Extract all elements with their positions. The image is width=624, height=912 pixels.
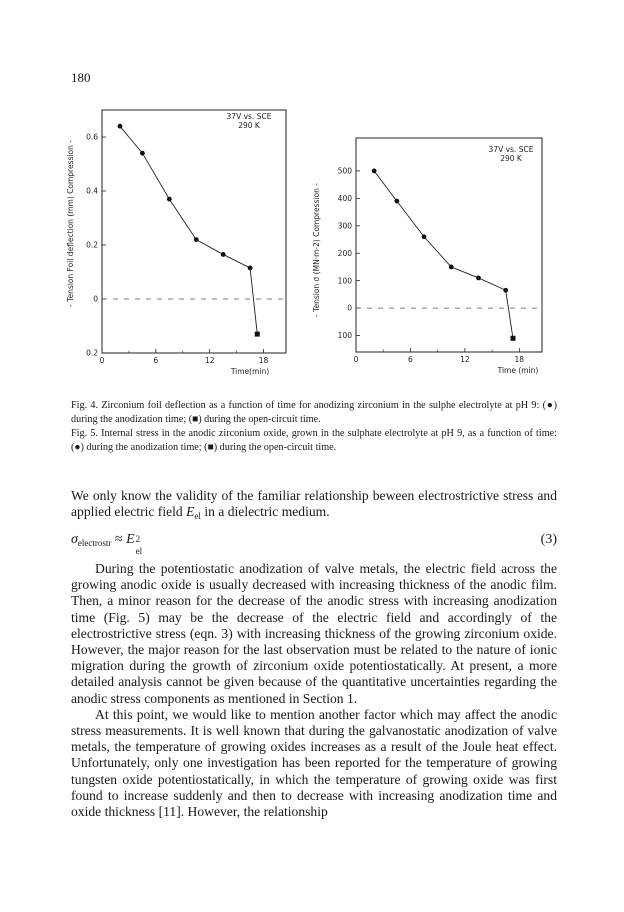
y-tick-label: 0 <box>93 294 98 304</box>
figure-4-chart <box>64 104 300 384</box>
paragraph-1: During the potentiostatic anodization of valve metals, the electric field across the growing anodic oxide is usually decreased with increasing thickness of the anodic film. Then, a minor reason for the decrease of the anodic stress with increasing anodization time (Fig. 5) may be the decrease of the electric field and accordingly of the electrostrictive stress (eqn. 3) with increasing thickness of the growing zirconium oxide. However, the major reason for the last observation must be related to the nature of ionic migration during the growth of zirconium oxide potentiostatically. At present, a more detailed analysis cannot be given because of the quantitative uncertainties regarding the anodic stress components as mentioned in Section 1. <box>71 561 557 706</box>
x-tick-label: 18 <box>514 355 525 364</box>
data-point-open-circuit <box>510 336 515 341</box>
data-point-anodization <box>476 276 481 281</box>
y-tick-label: 100 <box>337 276 352 286</box>
y-tick-label: 300 <box>337 221 352 231</box>
data-point-anodization <box>194 237 199 242</box>
x-tick-label: 6 <box>153 356 159 365</box>
intro-text-after: in a dielectric medium. <box>200 504 330 520</box>
x-axis-label: Time(min) <box>230 367 270 376</box>
data-point-anodization <box>221 252 226 257</box>
data-point-anodization <box>140 151 145 156</box>
x-tick-label: 12 <box>204 356 215 365</box>
page-number: 180 <box>71 70 91 85</box>
x-tick-label: 18 <box>258 356 269 365</box>
condition-annotation: 37V vs. SCE <box>226 112 272 121</box>
y-axis-label: - Tension σ (MN·m-2) Compression - <box>312 183 321 317</box>
condition-annotation: 37V vs. SCE <box>488 145 534 154</box>
series-line-open-circuit <box>506 290 513 338</box>
figure-4-caption: Fig. 4. Zirconium foil deflection as a function of time for anodizing zirconium in the sulphe electrolyte at pH 9: (●) during the anodization time; (■) during the open-circuit time. <box>71 400 557 425</box>
x-axis-label: Time (min) <box>497 366 539 375</box>
equation-e-superscript: 2 <box>135 534 141 544</box>
series-line-anodization <box>120 126 250 268</box>
data-point-anodization <box>422 234 427 239</box>
y-tick-label: 200 <box>337 248 352 258</box>
data-point-anodization <box>449 265 454 270</box>
y-tick-label: 0 <box>347 303 352 313</box>
x-tick-label: 0 <box>353 355 359 364</box>
data-point-anodization <box>394 199 399 204</box>
paragraph-2: At this point, we would like to mention another factor which may affect the anodic stress measurements. It is well known that during the galvanostatic anodization of valve metals, the temperature of growing oxides increases as a result of the Joule heat effect. Unfortunately, only one investigation has been reported for the temperature of growing tungsten oxide potentiostatically, in which the temperature of growing oxide was first found to increase suddenly and then to decrease with increasing anodization time and oxide thickness [11]. However, the relationship <box>71 706 557 820</box>
plot-frame <box>356 138 542 352</box>
intro-variable: E <box>186 504 195 520</box>
x-tick-label: 12 <box>460 355 470 364</box>
data-point-anodization <box>372 169 377 174</box>
equation-number: (3) <box>540 532 557 547</box>
equation-3 <box>71 532 557 556</box>
x-tick-label: 0 <box>99 356 105 365</box>
y-tick-label: 0.2 <box>86 348 98 358</box>
condition-annotation: 290 K <box>238 121 260 130</box>
y-tick-label: 0.6 <box>86 132 98 142</box>
y-tick-label: 100 <box>337 331 352 341</box>
equation-e-subscript: el <box>135 546 143 556</box>
equation-sigma: σ <box>71 532 78 547</box>
figure-5-caption: Fig. 5. Internal stress in the anodic zirconium oxide, grown in the sulphate electrolyte at pH 9, as a function of time: (●) during the anodization time; (■) during the open-circuit time. <box>71 428 557 453</box>
condition-annotation: 290 K <box>500 154 522 163</box>
series-line-open-circuit <box>250 268 257 334</box>
body-text <box>71 561 557 820</box>
data-point-open-circuit <box>255 332 260 337</box>
equation-e: E <box>126 532 135 547</box>
y-tick-label: 0.2 <box>86 240 98 250</box>
data-point-anodization <box>118 124 123 129</box>
intro-text-before: We only know the validity of the familiar relationship beween electrostrictive stress and applied electric field <box>71 488 557 520</box>
y-axis-label: - Tension Foil deflection (mm) Compression - <box>66 140 75 307</box>
x-tick-label: 6 <box>408 355 413 364</box>
data-point-anodization <box>167 197 172 202</box>
y-tick-label: 400 <box>337 193 352 203</box>
equation-sigma-subscript: electrostr <box>77 538 112 548</box>
intro-paragraph <box>71 488 557 524</box>
figure-5-chart <box>308 130 558 384</box>
intro-variable-subscript: el <box>194 511 201 522</box>
y-tick-label: 500 <box>337 166 352 176</box>
equation-approx: ≈ <box>114 532 123 547</box>
series-line-anodization <box>374 171 506 290</box>
plot-frame <box>102 110 286 353</box>
y-tick-label: 0.4 <box>86 186 98 196</box>
